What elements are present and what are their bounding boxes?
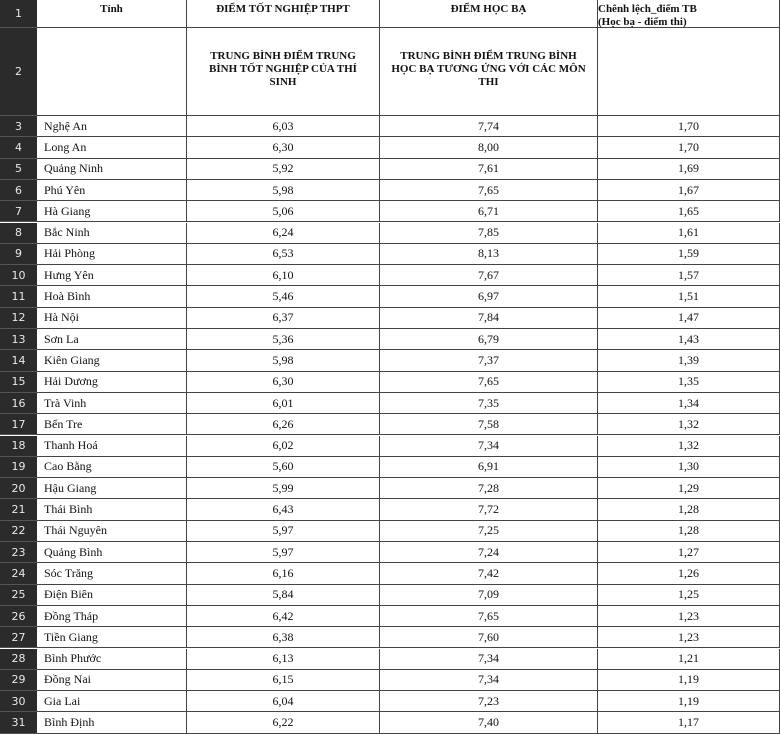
cell-difference[interactable]: 1,39	[598, 350, 780, 371]
row-number[interactable]: 15	[0, 372, 37, 393]
cell-difference[interactable]: 1,34	[598, 393, 780, 414]
row-number[interactable]: 17	[0, 414, 37, 435]
cell-province[interactable]: Phú Yên	[37, 180, 187, 201]
cell-difference[interactable]: 1,23	[598, 627, 780, 648]
cell-difference[interactable]: 1,69	[598, 159, 780, 180]
cell-exam-score[interactable]: 5,92	[187, 159, 380, 180]
cell-exam-score[interactable]: 5,99	[187, 478, 380, 499]
cell-exam-score[interactable]: 5,97	[187, 521, 380, 542]
cell-difference[interactable]: 1,29	[598, 478, 780, 499]
cell-province[interactable]: Thái Nguyên	[37, 521, 187, 542]
cell-exam-score[interactable]: 6,53	[187, 244, 380, 265]
cell-difference[interactable]: 1,32	[598, 414, 780, 435]
subheader-empty-cell[interactable]	[598, 28, 780, 116]
cell-transcript-score[interactable]: 7,61	[380, 159, 598, 180]
header-row	[0, 0, 780, 28]
row-number[interactable]: 2	[0, 28, 37, 116]
cell-transcript-score[interactable]: 8,13	[380, 244, 598, 265]
table-row	[0, 627, 780, 648]
cell-exam-score[interactable]: 6,13	[187, 649, 380, 670]
table-row	[0, 563, 780, 584]
subheader-row	[0, 28, 780, 116]
cell-transcript-score[interactable]: 7,34	[380, 649, 598, 670]
cell-transcript-score[interactable]: 7,65	[380, 180, 598, 201]
cell-province[interactable]: Đồng Nai	[37, 670, 187, 691]
cell-difference[interactable]: 1,28	[598, 499, 780, 520]
cell-transcript-score[interactable]: 7,72	[380, 499, 598, 520]
cell-province[interactable]: Điện Biên	[37, 585, 187, 606]
cell-province[interactable]: Sơn La	[37, 329, 187, 350]
table-row	[0, 116, 780, 137]
table-row	[0, 159, 780, 180]
row-number[interactable]: 9	[0, 244, 37, 265]
cell-exam-score[interactable]: 6,24	[187, 223, 380, 244]
cell-transcript-score[interactable]: 6,91	[380, 457, 598, 478]
row-number[interactable]: 10	[0, 265, 37, 286]
cell-province[interactable]: Đồng Tháp	[37, 606, 187, 627]
cell-difference[interactable]: 1,25	[598, 585, 780, 606]
cell-province[interactable]: Hải Phòng	[37, 244, 187, 265]
cell-exam-score[interactable]: 5,36	[187, 329, 380, 350]
cell-difference[interactable]: 1,57	[598, 265, 780, 286]
table-row	[0, 585, 780, 606]
table-row	[0, 137, 780, 158]
cell-difference[interactable]: 1,67	[598, 180, 780, 201]
cell-difference[interactable]: 1,27	[598, 542, 780, 563]
cell-province[interactable]: Bến Tre	[37, 414, 187, 435]
cell-exam-score[interactable]: 6,01	[187, 393, 380, 414]
cell-transcript-score[interactable]: 7,85	[380, 223, 598, 244]
table-row	[0, 649, 780, 670]
cell-exam-score[interactable]: 6,04	[187, 691, 380, 712]
table-row	[0, 542, 780, 563]
cell-province[interactable]: Hải Dương	[37, 372, 187, 393]
cell-exam-score[interactable]: 6,30	[187, 137, 380, 158]
cell-transcript-score[interactable]: 7,74	[380, 116, 598, 137]
cell-transcript-score[interactable]: 7,84	[380, 308, 598, 329]
table-row	[0, 499, 780, 520]
table-row	[0, 286, 780, 307]
row-number[interactable]: 19	[0, 457, 37, 478]
row-number[interactable]: 14	[0, 350, 37, 371]
cell-province[interactable]: Bắc Ninh	[37, 223, 187, 244]
cell-transcript-score[interactable]: 7,60	[380, 627, 598, 648]
row-number[interactable]: 11	[0, 286, 37, 307]
row-number[interactable]: 28	[0, 649, 37, 670]
cell-province[interactable]: Gia Lai	[37, 691, 187, 712]
cell-transcript-score[interactable]: 7,40	[380, 712, 598, 733]
table-row	[0, 414, 780, 435]
row-number[interactable]: 31	[0, 712, 37, 733]
cell-exam-score[interactable]: 5,98	[187, 350, 380, 371]
row-number[interactable]: 13	[0, 329, 37, 350]
header-province[interactable]: Tỉnh	[37, 0, 187, 28]
cell-transcript-score[interactable]: 7,42	[380, 563, 598, 584]
row-number[interactable]: 1	[0, 0, 37, 28]
subheader-exam-score[interactable]: TRUNG BÌNH ĐIỂM TRUNG BÌNH TỐT NGHIỆP CỦA THÍ SINH	[187, 28, 380, 116]
cell-transcript-score[interactable]: 7,58	[380, 414, 598, 435]
cell-province[interactable]: Sóc Trăng	[37, 563, 187, 584]
cell-exam-score[interactable]: 6,43	[187, 499, 380, 520]
row-number[interactable]: 21	[0, 499, 37, 520]
row-number[interactable]: 26	[0, 606, 37, 627]
row-number[interactable]: 22	[0, 521, 37, 542]
cell-difference[interactable]: 1,17	[598, 712, 780, 733]
row-number[interactable]: 27	[0, 627, 37, 648]
cell-province[interactable]: Trà Vinh	[37, 393, 187, 414]
cell-difference[interactable]: 1,30	[598, 457, 780, 478]
cell-province[interactable]: Quảng Ninh	[37, 159, 187, 180]
table-row	[0, 478, 780, 499]
cell-province[interactable]: Hưng Yên	[37, 265, 187, 286]
header-transcript-score[interactable]: ĐIỂM HỌC BẠ	[380, 0, 598, 28]
row-number[interactable]: 6	[0, 180, 37, 201]
cell-difference[interactable]: 1,70	[598, 116, 780, 137]
cell-transcript-score[interactable]: 7,25	[380, 521, 598, 542]
cell-province[interactable]: Nghệ An	[37, 116, 187, 137]
cell-exam-score[interactable]: 6,03	[187, 116, 380, 137]
cell-province[interactable]: Quảng Bình	[37, 542, 187, 563]
cell-exam-score[interactable]: 6,10	[187, 265, 380, 286]
cell-province[interactable]: Hà Giang	[37, 201, 187, 222]
table-row	[0, 670, 780, 691]
cell-difference[interactable]: 1,35	[598, 372, 780, 393]
cell-exam-score[interactable]: 5,98	[187, 180, 380, 201]
cell-transcript-score[interactable]: 7,37	[380, 350, 598, 371]
cell-province[interactable]: Bình Định	[37, 712, 187, 733]
table-row	[0, 457, 780, 478]
cell-transcript-score[interactable]: 7,24	[380, 542, 598, 563]
row-number[interactable]: 4	[0, 137, 37, 158]
cell-difference[interactable]: 1,47	[598, 308, 780, 329]
cell-transcript-score[interactable]: 6,71	[380, 201, 598, 222]
cell-difference[interactable]: 1,19	[598, 691, 780, 712]
cell-exam-score[interactable]: 6,26	[187, 414, 380, 435]
cell-exam-score[interactable]: 6,30	[187, 372, 380, 393]
cell-difference[interactable]: 1,23	[598, 606, 780, 627]
cell-province[interactable]: Thanh Hoá	[37, 436, 187, 457]
row-number[interactable]: 20	[0, 478, 37, 499]
cell-exam-score[interactable]: 5,97	[187, 542, 380, 563]
cell-difference[interactable]: 1,70	[598, 137, 780, 158]
cell-exam-score[interactable]: 6,15	[187, 670, 380, 691]
row-number[interactable]: 12	[0, 308, 37, 329]
cell-province[interactable]: Hà Nội	[37, 308, 187, 329]
row-number[interactable]: 3	[0, 116, 37, 137]
subheader-transcript-score[interactable]: TRUNG BÌNH ĐIỂM TRUNG BÌNH HỌC BẠ TƯƠNG ỨNG VỚI CÁC MÔN THI	[380, 28, 598, 116]
cell-transcript-score[interactable]: 7,34	[380, 670, 598, 691]
cell-transcript-score[interactable]: 7,35	[380, 393, 598, 414]
header-exam-score[interactable]: ĐIỂM TỐT NGHIỆP THPT	[187, 0, 380, 28]
table-row	[0, 436, 780, 457]
table-row	[0, 201, 780, 222]
row-number[interactable]: 16	[0, 393, 37, 414]
cell-province[interactable]: Tiền Giang	[37, 627, 187, 648]
cell-province[interactable]: Hậu Giang	[37, 478, 187, 499]
cell-exam-score[interactable]: 6,38	[187, 627, 380, 648]
cell-transcript-score[interactable]: 7,28	[380, 478, 598, 499]
header-difference-line2: (Học bạ - điểm thi)	[598, 16, 687, 28]
cell-difference[interactable]: 1,61	[598, 223, 780, 244]
cell-exam-score[interactable]: 5,60	[187, 457, 380, 478]
cell-transcript-score[interactable]: 7,34	[380, 436, 598, 457]
cell-exam-score[interactable]: 5,06	[187, 201, 380, 222]
table-row	[0, 521, 780, 542]
subheader-empty-cell[interactable]	[37, 28, 187, 116]
cell-province[interactable]: Kiên Giang	[37, 350, 187, 371]
table-row	[0, 350, 780, 371]
cell-difference[interactable]: 1,65	[598, 201, 780, 222]
row-number[interactable]: 30	[0, 691, 37, 712]
cell-province[interactable]: Cao Bằng	[37, 457, 187, 478]
cell-exam-score[interactable]: 6,02	[187, 436, 380, 457]
header-difference-line1: Chênh lệch_điểm TB	[598, 3, 697, 15]
cell-province[interactable]: Thái Bình	[37, 499, 187, 520]
cell-transcript-score[interactable]: 7,23	[380, 691, 598, 712]
row-number[interactable]: 23	[0, 542, 37, 563]
cell-exam-score[interactable]: 6,16	[187, 563, 380, 584]
cell-difference[interactable]: 1,19	[598, 670, 780, 691]
row-number[interactable]: 8	[0, 223, 37, 244]
cell-transcript-score[interactable]: 6,79	[380, 329, 598, 350]
header-difference[interactable]	[598, 0, 780, 28]
row-number[interactable]: 5	[0, 159, 37, 180]
table-row	[0, 372, 780, 393]
table-row	[0, 606, 780, 627]
table-row	[0, 691, 780, 712]
row-number[interactable]: 7	[0, 201, 37, 222]
cell-exam-score[interactable]: 6,22	[187, 712, 380, 733]
cell-difference[interactable]: 1,28	[598, 521, 780, 542]
row-number[interactable]: 18	[0, 436, 37, 457]
table-row	[0, 180, 780, 201]
cell-province[interactable]: Long An	[37, 137, 187, 158]
table-row	[0, 712, 780, 733]
table-row	[0, 308, 780, 329]
row-number[interactable]: 29	[0, 670, 37, 691]
cell-exam-score[interactable]: 5,84	[187, 585, 380, 606]
cell-transcript-score[interactable]: 7,65	[380, 372, 598, 393]
cell-exam-score[interactable]: 5,46	[187, 286, 380, 307]
cell-difference[interactable]: 1,26	[598, 563, 780, 584]
cell-difference[interactable]: 1,51	[598, 286, 780, 307]
cell-province[interactable]: Hoà Bình	[37, 286, 187, 307]
cell-exam-score[interactable]: 6,37	[187, 308, 380, 329]
cell-difference[interactable]: 1,59	[598, 244, 780, 265]
cell-transcript-score[interactable]: 7,65	[380, 606, 598, 627]
cell-exam-score[interactable]: 6,42	[187, 606, 380, 627]
cell-transcript-score[interactable]: 6,97	[380, 286, 598, 307]
table-row	[0, 244, 780, 265]
cell-transcript-score[interactable]: 7,09	[380, 585, 598, 606]
cell-difference[interactable]: 1,43	[598, 329, 780, 350]
table-row	[0, 393, 780, 414]
cell-difference[interactable]: 1,32	[598, 436, 780, 457]
cell-province[interactable]: Bình Phước	[37, 649, 187, 670]
table-row	[0, 329, 780, 350]
table-row	[0, 223, 780, 244]
cell-transcript-score[interactable]: 7,67	[380, 265, 598, 286]
row-number[interactable]: 24	[0, 563, 37, 584]
table-row	[0, 265, 780, 286]
cell-transcript-score[interactable]: 8,00	[380, 137, 598, 158]
cell-difference[interactable]: 1,21	[598, 649, 780, 670]
row-number[interactable]: 25	[0, 585, 37, 606]
